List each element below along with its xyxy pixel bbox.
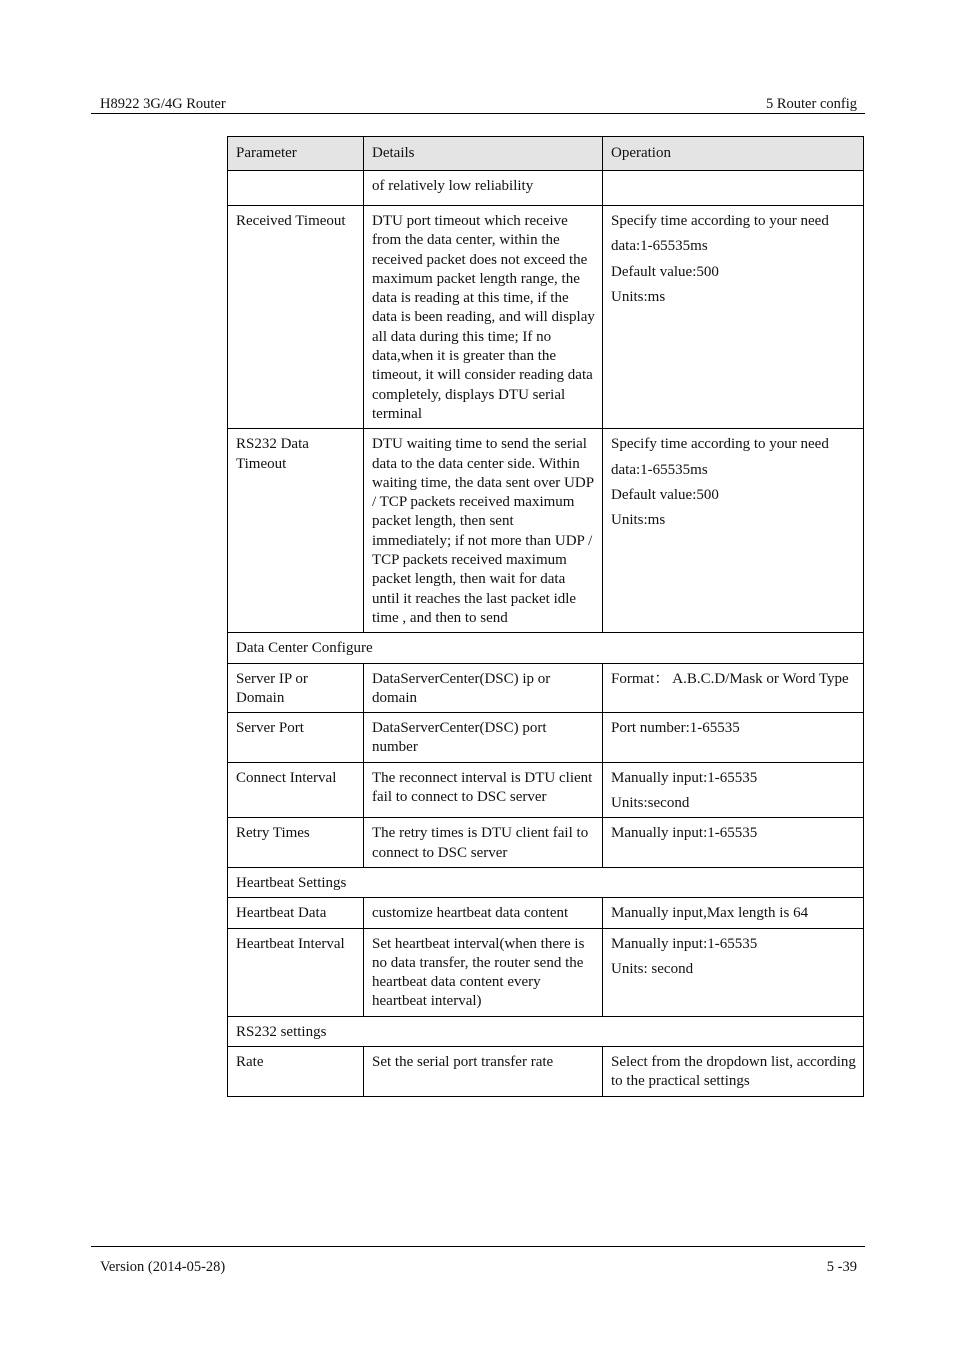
section-row-heartbeat bbox=[228, 867, 864, 897]
operation-cell bbox=[603, 429, 864, 633]
operation-line: Port number:1-65535 bbox=[611, 720, 740, 737]
operation-line: Manually input:1-65535 bbox=[611, 935, 758, 952]
operation-line: Units:second bbox=[611, 795, 690, 812]
operation-line: Specify time according to your need bbox=[611, 436, 829, 453]
page-footer bbox=[91, 1246, 865, 1275]
operation-line: Default value:500 bbox=[611, 486, 719, 503]
operation-cell bbox=[603, 1046, 864, 1096]
footer-page-number: 5 -39 bbox=[826, 1259, 857, 1275]
table-row-rate bbox=[228, 1046, 864, 1096]
table-row-server-port bbox=[228, 713, 864, 763]
param-cell: Received Timeout bbox=[228, 206, 364, 429]
param-cell: Rate bbox=[228, 1046, 364, 1096]
param-cell: Heartbeat Interval bbox=[228, 928, 364, 1016]
operation-cell bbox=[603, 663, 864, 713]
section-title: RS232 settings bbox=[228, 1016, 864, 1046]
param-cell: Heartbeat Data bbox=[228, 898, 364, 928]
details-cell: Set the serial port transfer rate bbox=[364, 1046, 603, 1096]
operation-cell bbox=[603, 206, 864, 429]
operation-line: data:1-65535ms bbox=[611, 461, 708, 478]
table-row-connect-interval bbox=[228, 762, 864, 818]
details-cell: customize heartbeat data content bbox=[364, 898, 603, 928]
table-row-received-timeout bbox=[228, 206, 864, 429]
operation-line: Units:ms bbox=[611, 288, 666, 305]
section-row-rs232 bbox=[228, 1016, 864, 1046]
table-row-heartbeat-data bbox=[228, 898, 864, 928]
param-cell: RS232 Data Timeout bbox=[228, 429, 364, 633]
param-cell: Retry Times bbox=[228, 818, 364, 868]
table-row-retry-times bbox=[228, 818, 864, 868]
param-cell: Server IP or Domain bbox=[228, 663, 364, 713]
table-row-rs232-data-timeout bbox=[228, 429, 864, 633]
operation-cell bbox=[603, 762, 864, 818]
operation-line: Manually input,Max length is 64 bbox=[611, 905, 809, 922]
param-cell: Server Port bbox=[228, 713, 364, 763]
column-header-operation: Operation bbox=[603, 137, 864, 171]
operation-line: Units: second bbox=[611, 960, 694, 977]
operation-line: Format： A.B.C.D/Mask or Word Type bbox=[611, 670, 849, 687]
footer-version: Version (2014-05-28) bbox=[100, 1259, 226, 1275]
operation-line: Manually input:1-65535 bbox=[611, 769, 758, 786]
section-row-data-center bbox=[228, 633, 864, 663]
details-cell: The retry times is DTU client fail to connect to DSC server bbox=[364, 818, 603, 868]
operation-cell bbox=[603, 928, 864, 1016]
header-product-name: H8922 3G/4G Router bbox=[100, 96, 226, 112]
details-cell: Set heartbeat interval(when there is no data transfer, the router send the heartbeat data content every heartbeat interval) bbox=[364, 928, 603, 1016]
operation-line: Specify time according to your need bbox=[611, 213, 829, 229]
section-title: Heartbeat Settings bbox=[228, 867, 864, 897]
header-chapter-title: 5 Router config bbox=[765, 96, 857, 112]
details-cell: DataServerCenter(DSC) ip or domain bbox=[364, 663, 603, 713]
parameter-table bbox=[227, 136, 864, 1097]
operation-line: Select from the dropdown list, according to the practical settings bbox=[611, 1053, 856, 1090]
column-header-parameter: Parameter bbox=[228, 137, 364, 171]
page-header bbox=[91, 95, 865, 114]
column-header-details: Details bbox=[364, 137, 603, 171]
operation-line: Units:ms bbox=[611, 512, 666, 529]
details-cell: DTU waiting time to send the serial data to the data center side. Within waiting time, the data sent over UDP / TCP packets received maximum packet length, then sent immediately; if not more than UDP / TCP packets received maximum packet length, then wait for data until it reaches the last packet idle time , and then to send bbox=[364, 429, 603, 633]
operation-cell bbox=[603, 898, 864, 928]
operation-cell bbox=[603, 818, 864, 868]
operation-cell bbox=[603, 713, 864, 763]
table-row-continuation bbox=[228, 171, 864, 206]
table-row-heartbeat-interval bbox=[228, 928, 864, 1016]
param-cell: Connect Interval bbox=[228, 762, 364, 818]
operation-line: Default value:500 bbox=[611, 263, 719, 280]
details-cell: of relatively low reliability bbox=[364, 171, 603, 206]
details-cell: The reconnect interval is DTU client fail to connect to DSC server bbox=[364, 762, 603, 818]
param-cell bbox=[228, 171, 364, 206]
operation-cell bbox=[603, 171, 864, 206]
details-cell: DTU port timeout which receive from the data center, within the received packet does not exceed the maximum packet length range, the data is reading at this time, if the data is been reading, and will display all data during this time; If no data,when it is greater than the timeout, it will consider reading data completely, displays DTU serial terminal bbox=[364, 206, 603, 429]
table-row-server-ip bbox=[228, 663, 864, 713]
table-header-row bbox=[228, 137, 864, 171]
operation-line: data:1-65535ms bbox=[611, 238, 708, 255]
operation-line: Manually input:1-65535 bbox=[611, 825, 758, 842]
section-title: Data Center Configure bbox=[228, 633, 864, 663]
details-cell: DataServerCenter(DSC) port number bbox=[364, 713, 603, 763]
